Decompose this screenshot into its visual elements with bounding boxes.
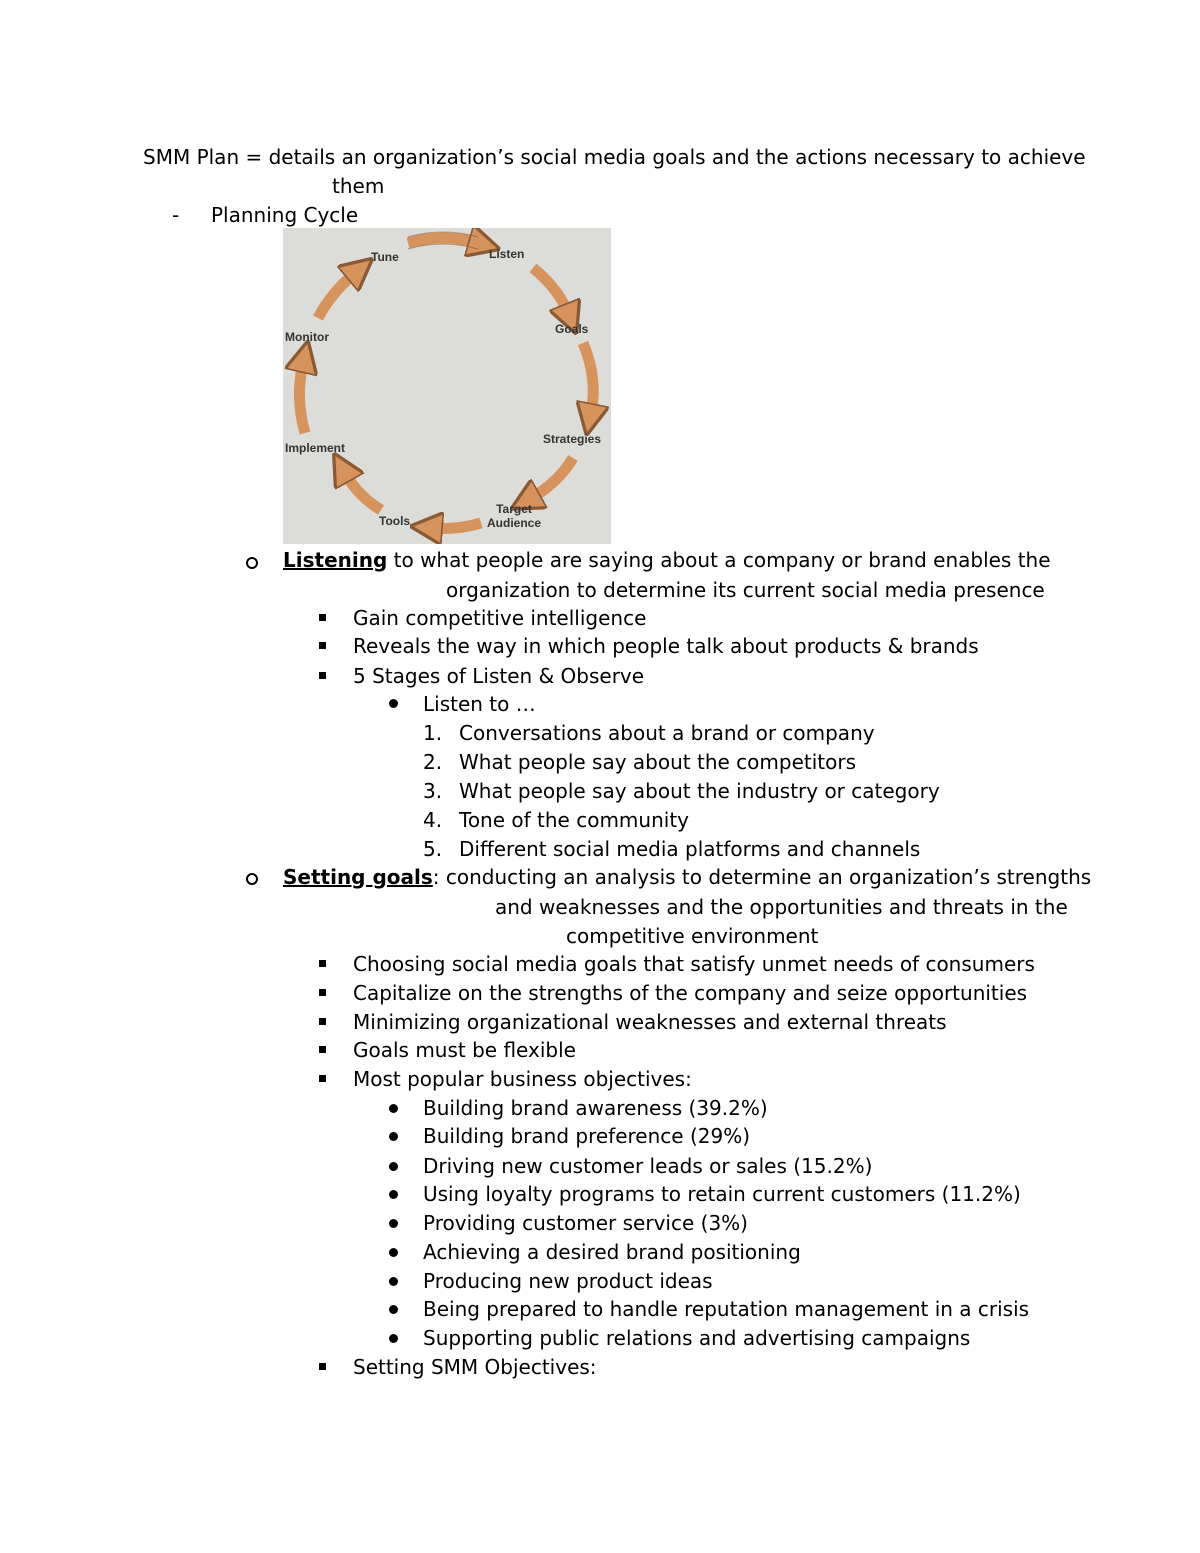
dash-bullet: - (172, 203, 180, 227)
listening-definition-line-1 (283, 548, 1051, 572)
hollow-circle-bullet (246, 873, 258, 885)
objective-item: Building brand awareness (39.2%) (423, 1096, 768, 1120)
goals-point: Minimizing organizational weaknesses and external threats (353, 1010, 947, 1034)
stage-tools: Tools (379, 514, 411, 528)
planning-cycle-label: Planning Cycle (211, 203, 359, 227)
stage-tune: Tune (371, 250, 399, 264)
objective-item: Supporting public relations and advertising campaigns (423, 1326, 971, 1350)
listen-stage: Different social media platforms and channels (459, 837, 921, 861)
hollow-circle-bullet (246, 557, 258, 569)
stage-target: Target (496, 502, 532, 516)
arrow-target-to-tools (433, 523, 481, 528)
goals-point: Goals must be flexible (353, 1038, 576, 1062)
stage-implement: Implement (285, 441, 346, 455)
heading-line-1: SMM Plan = details an organization’s social media goals and the actions necessary to achieve (143, 145, 1086, 169)
listen-stage: What people say about the industry or category (459, 779, 940, 803)
stage-audience: Audience (487, 516, 542, 530)
listening-term: Listening (283, 548, 388, 572)
goals-def-1: : conducting an analysis to determine an organization’s strengths (432, 865, 1092, 889)
listening-definition-line-2: organization to determine its current social media presence (446, 578, 1045, 602)
stage-listen: Listen (489, 247, 525, 261)
stage-number: 4. (423, 808, 443, 832)
square-bullet (319, 1075, 326, 1082)
arrow-goals-to-strategies (583, 343, 593, 413)
stage-number: 3. (423, 779, 443, 803)
objective-item: Being prepared to handle reputation management in a crisis (423, 1297, 1030, 1321)
listen-stage: Tone of the community (459, 808, 689, 832)
goals-point: Most popular business objectives: (353, 1067, 692, 1091)
arrow-monitor-to-tune (318, 273, 355, 318)
round-bullet (389, 1334, 398, 1343)
stage-goals: Goals (555, 322, 589, 336)
listening-def-1: to what people are saying about a company or brand enables the (387, 548, 1051, 572)
arrow-tune-to-listen (408, 238, 478, 243)
square-bullet (319, 642, 326, 649)
objective-item: Providing customer service (3%) (423, 1211, 748, 1235)
objective-item: Using loyalty programs to retain current customers (11.2%) (423, 1182, 1021, 1206)
listen-to-label: Listen to … (423, 692, 536, 716)
round-bullet (389, 1190, 398, 1199)
round-bullet (389, 1104, 398, 1113)
cycle-arrows (283, 228, 611, 544)
goals-definition-line-2: and weaknesses and the opportunities and threats in the (495, 895, 1068, 919)
heading-line-2: them (332, 174, 385, 198)
square-bullet (319, 989, 326, 996)
round-bullet (389, 1277, 398, 1286)
setting-goals-term: Setting goals (283, 865, 433, 889)
square-bullet (319, 1018, 326, 1025)
square-bullet (319, 960, 326, 967)
square-bullet (319, 1363, 326, 1370)
listen-stage: Conversations about a brand or company (459, 721, 875, 745)
listening-point: 5 Stages of Listen & Observe (353, 664, 645, 688)
objective-item: Driving new customer leads or sales (15.2%) (423, 1154, 873, 1178)
round-bullet (389, 699, 398, 708)
square-bullet (319, 672, 326, 679)
goals-definition-line-3: competitive environment (566, 924, 819, 948)
listen-stage: What people say about the competitors (459, 750, 857, 774)
stage-number: 2. (423, 750, 443, 774)
objective-item: Building brand preference (29%) (423, 1124, 751, 1148)
goals-point: Capitalize on the strengths of the company and seize opportunities (353, 981, 1028, 1005)
setting-smm-objectives: Setting SMM Objectives: (353, 1355, 597, 1379)
goals-definition-line-1 (283, 865, 1091, 889)
round-bullet (389, 1248, 398, 1257)
listening-point: Reveals the way in which people talk about products & brands (353, 634, 979, 658)
round-bullet (389, 1219, 398, 1228)
planning-cycle-diagram (283, 228, 611, 544)
arrow-strategies-to-target (531, 458, 573, 498)
stage-strategies: Strategies (543, 432, 602, 446)
round-bullet (389, 1305, 398, 1314)
stage-target-audience (487, 502, 541, 530)
objective-item: Producing new product ideas (423, 1269, 713, 1293)
objective-item: Achieving a desired brand positioning (423, 1240, 801, 1264)
square-bullet (319, 614, 326, 621)
arrow-tools-to-implement (345, 473, 381, 510)
arrow-listen-to-goals (533, 268, 568, 313)
listening-point: Gain competitive intelligence (353, 606, 647, 630)
stage-number: 1. (423, 721, 443, 745)
stage-number: 5. (423, 837, 443, 861)
stage-monitor: Monitor (285, 330, 329, 344)
round-bullet (389, 1162, 398, 1171)
goals-point: Choosing social media goals that satisfy unmet needs of consumers (353, 952, 1035, 976)
round-bullet (389, 1132, 398, 1141)
square-bullet (319, 1046, 326, 1053)
arrow-implement-to-monitor (299, 363, 305, 433)
